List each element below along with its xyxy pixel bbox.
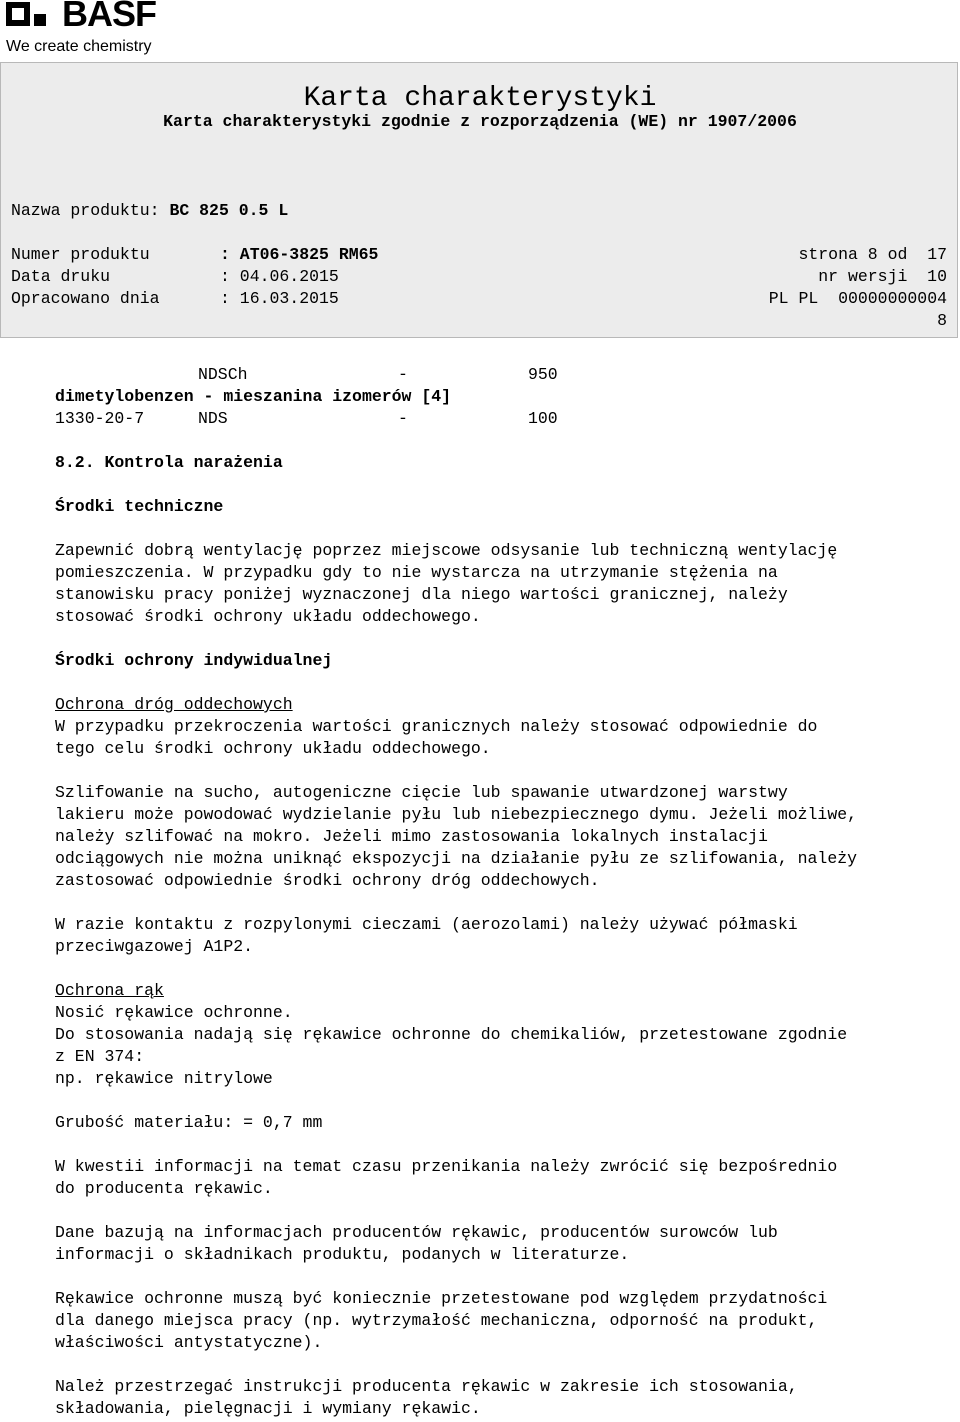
text-line: odciągowych nie można uniknąć ekspozycji na działanie pyłu ze szlifowania, należy (55, 849, 858, 868)
prepared-value: : 16.03.2015 (220, 289, 339, 308)
limits-row (55, 408, 955, 430)
ppe-heading: Środki ochrony indywidualnej (55, 651, 333, 670)
limit-type: NDSCh (198, 365, 248, 384)
text-line: z EN 374: (55, 1047, 145, 1066)
limit-dash: - (398, 409, 408, 428)
product-name-value: BC 825 0.5 L (169, 201, 289, 220)
cas-number: 1330-20-7 (55, 409, 145, 428)
text-line: Szlifowanie na sucho, autogeniczne cięcie lub spawanie utwardzonej warstwy (55, 783, 788, 802)
technical-heading: Środki techniczne (55, 497, 224, 516)
document-body (55, 364, 955, 1420)
page-info: strona 8 od 17 (798, 245, 947, 264)
text-line: Dane bazują na informacjach producentów rękawic, producentów surowców lub (55, 1223, 778, 1242)
text-line: do producenta rękawic. (55, 1179, 273, 1198)
text-line: W przypadku przekroczenia wartości granicznych należy stosować odpowiednie do (55, 717, 818, 736)
hand-heading: Ochrona rąk (55, 981, 164, 1000)
text-line: dla danego miejsca pracy (np. wytrzymałość mechaniczna, odporność na produkt, (55, 1311, 818, 1330)
text-line: stosować środki ochrony układu oddechowego. (55, 607, 481, 626)
limit-value: 100 (528, 409, 558, 428)
product-name-label: Nazwa produktu: (11, 201, 160, 220)
logo-brand: BASF (62, 0, 156, 34)
text-line: W razie kontaktu z rozpylonymi cieczami (aerozolami) należy używać półmaski (55, 915, 798, 934)
document-subtitle: Karta charakterystyki zgodnie z rozporządzenia (WE) nr 1907/2006 (163, 112, 797, 131)
text-line: Należ przestrzegać instrukcji producenta rękawic w zakresie ich stosowania, (55, 1377, 798, 1396)
text-line: Do stosowania nadają się rękawice ochronne do chemikaliów, przetestowane zgodnie (55, 1025, 848, 1044)
text-line: tego celu środki ochrony układu oddechowego. (55, 739, 491, 758)
text-line: właściwości antystatyczne). (55, 1333, 323, 1352)
limit-dash: - (398, 365, 408, 384)
doc-code-tail: 8 (937, 311, 947, 330)
text-line: zastosować odpowiednie środki ochrony dróg oddechowych. (55, 871, 600, 890)
section-heading: 8.2. Kontrola narażenia (55, 453, 283, 472)
resp-heading: Ochrona dróg oddechowych (55, 695, 293, 714)
text-line: przeciwgazowej A1P2. (55, 937, 254, 956)
print-date-value: : 04.06.2015 (220, 267, 339, 286)
product-name-row (11, 200, 288, 222)
limits-row (55, 364, 955, 386)
limit-type: NDS (198, 409, 228, 428)
thickness-line: Grubość materiału: = 0,7 mm (55, 1113, 323, 1132)
doc-code: PL PL 00000000004 (768, 289, 947, 308)
basf-logo (4, 0, 204, 60)
product-number-label: Numer produktu (11, 245, 150, 264)
document-header (0, 62, 958, 338)
text-line: należy szlifować na mokro. Jeżeli mimo zastosowania lokalnych instalacji (55, 827, 768, 846)
text-line: składowania, pielęgnacji i wymiany rękawic. (55, 1399, 481, 1418)
basf-logo-mark-icon (6, 2, 58, 30)
text-line: Nosić rękawice ochronne. (55, 1003, 293, 1022)
text-line: pomieszczenia. W przypadku gdy to nie wystarcza na utrzymanie stężenia na (55, 563, 778, 582)
text-line: lakieru może powodować wydzielanie pyłu lub niebezpiecznego dymu. Jeżeli możliwe, (55, 805, 858, 824)
text-line: informacji o składnikach produktu, podanych w literaturze. (55, 1245, 630, 1264)
product-number-value: : AT06-3825 RM65 (220, 245, 379, 264)
prepared-label: Opracowano dnia (11, 289, 160, 308)
print-date-label: Data druku (11, 267, 111, 286)
text-line: Zapewnić dobrą wentylację poprzez miejscowe odsysanie lub techniczną wentylację (55, 541, 838, 560)
text-line: stanowisku pracy poniżej wyznaczonej dla niego wartości granicznej, należy (55, 585, 788, 604)
substance-heading: dimetylobenzen - mieszanina izomerów [4] (55, 387, 452, 406)
document-title: Karta charakterystyki (303, 83, 657, 114)
text-line: W kwestii informacji na temat czasu przenikania należy zwrócić się bezpośrednio (55, 1157, 838, 1176)
version-info: nr wersji 10 (818, 267, 947, 286)
text-line: np. rękawice nitrylowe (55, 1069, 273, 1088)
logo-tagline: We create chemistry (6, 38, 152, 55)
limit-value: 950 (528, 365, 558, 384)
text-line: Rękawice ochronne muszą być koniecznie przetestowane pod względem przydatności (55, 1289, 828, 1308)
